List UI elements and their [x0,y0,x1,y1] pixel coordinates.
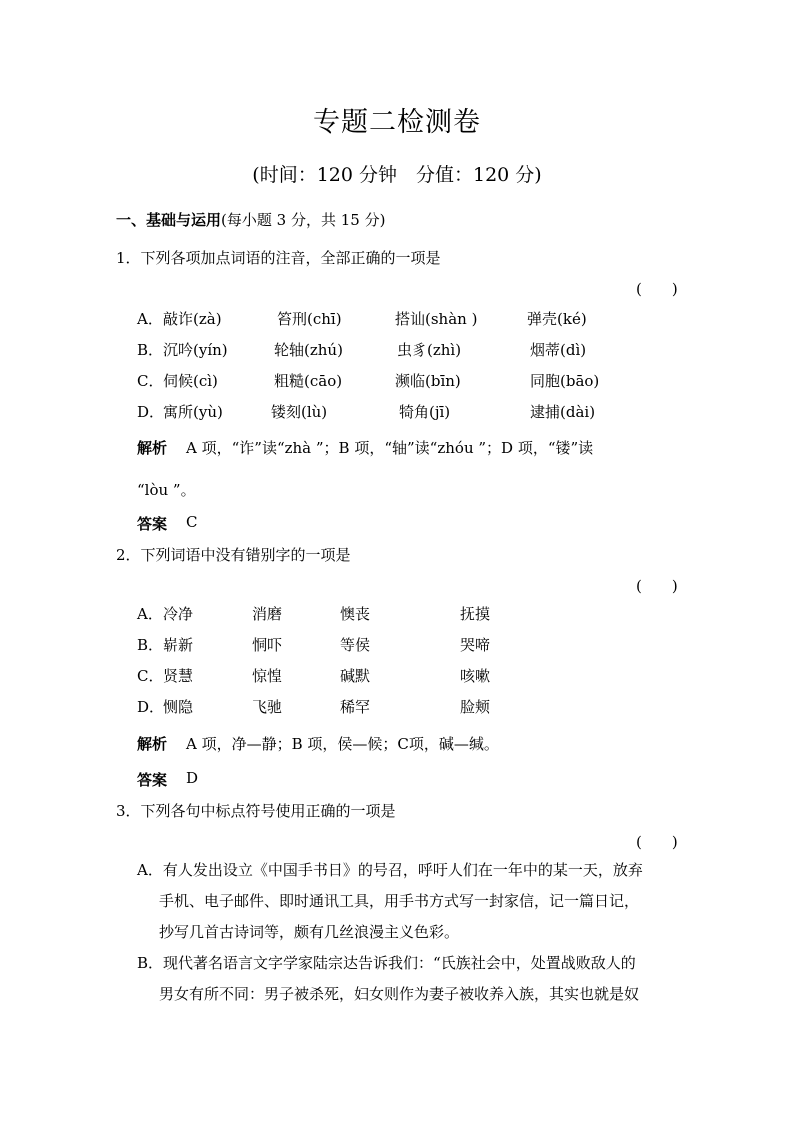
q2-option-a-item: 懊丧 [340,605,371,623]
q2-option-d-item: 脸颊 [460,698,491,716]
q1-option-a-item: 笞刑(chī) [277,310,342,328]
q1-analysis-text: A 项，“诈”读“zhà ”；B 项，“轴”读“zhóu ”；D 项，“镂”读 [186,439,594,457]
q2-answer-label: 答案 [137,771,168,789]
exam-info: (时间：120 分钟 分值：120 分) [252,164,542,186]
q2-option-c-item: 咳嗽 [460,667,491,685]
q2-option-b-item: 崭新 [163,636,194,654]
q1-option-d-item: 寓所(yù) [163,403,223,421]
q1-option-b-item: 轮轴(zhú) [274,341,343,359]
answer-blank-2: ( ) [636,577,678,595]
q2-analysis-text: A 项，净—静；B 项，侯—候；C项，碱—缄。 [186,735,499,753]
section-title: 一、基础与运用 [116,211,222,229]
q1-answer-label: 答案 [137,515,168,533]
q2-option-c-item: 惊惶 [252,667,283,685]
q1-option-b-item: 沉吟(yín) [163,341,228,359]
section-note: (每小题 3 分，共 15 分) [221,211,386,229]
q1-option-a-label: A． [137,310,163,328]
q1-option-c-item: 同胞(bāo) [530,372,600,390]
q2-option-d-label: D． [137,698,165,716]
q1-option-d-item: 犄角(jī) [399,403,451,421]
q1-option-a-item: 敲诈(zà) [163,310,222,328]
q2-option-a-item: 抚摸 [460,605,491,623]
q1-option-b-item: 虫豸(zhì) [397,341,462,359]
question-1-stem: 1．下列各项加点词语的注音，全部正确的一项是 [116,249,441,267]
q3-option-a-line: 抄写几首古诗词等，颇有几丝浪漫主义色彩。 [159,923,460,941]
q1-option-a-item: 搭讪(shàn ) [395,310,478,328]
q1-answer: C [186,513,198,531]
question-2-stem: 2．下列词语中没有错别字的一项是 [116,546,351,564]
q3-option-b-line: 男女有所不同：男子被杀死，妇女则作为妻子被收养入族，其实也就是奴 [159,985,640,1003]
q2-option-c-label: C． [137,667,164,685]
q2-option-a-label: A． [137,605,163,623]
q2-answer: D [186,769,199,787]
q1-option-d-item: 逮捕(dài) [530,403,596,421]
q1-option-d-item: 镂刻(lù) [271,403,328,421]
answer-blank-1: ( ) [636,280,678,298]
q2-option-d-item: 飞驰 [252,698,283,716]
q1-option-d-label: D． [137,403,165,421]
q1-option-b-item: 烟蒂(dì) [530,341,587,359]
q1-option-c-item: 濒临(bīn) [395,372,461,390]
q2-option-a-item: 冷净 [163,605,194,623]
question-3-stem: 3．下列各句中标点符号使用正确的一项是 [116,802,396,820]
q1-option-c-item: 伺候(cì) [163,372,218,390]
q1-option-c-item: 粗糙(cāo) [274,372,343,390]
answer-blank-3: ( ) [636,833,678,851]
q2-option-b-item: 等侯 [340,636,371,654]
q2-option-a-item: 消磨 [252,605,283,623]
page-title: 专题二检测卷 [313,107,481,138]
q2-option-d-item: 稀罕 [340,698,371,716]
q1-option-b-label: B． [137,341,164,359]
q2-option-b-label: B． [137,636,164,654]
q1-option-c-label: C． [137,372,164,390]
q1-analysis-text-cont: “lòu ”。 [137,481,196,499]
q2-analysis-label: 解析 [137,735,168,753]
q3-option-a-line: A．有人发出设立《中国手书日》的号召，呼吁人们在一年中的某一天，放弃 [137,861,643,879]
q2-option-c-item: 贤慧 [163,667,194,685]
q2-option-b-item: 恫吓 [252,636,283,654]
q3-option-a-line: 手机、电子邮件、即时通讯工具，用手书方式写一封家信，记一篇日记， [159,892,640,910]
q2-option-c-item: 碱默 [340,667,371,685]
q1-analysis-label: 解析 [137,439,168,457]
q2-option-b-item: 哭啼 [460,636,491,654]
q3-option-b-line: B．现代著名语言文字学家陆宗达告诉我们：“氏族社会中，处置战败敌人的 [137,954,636,972]
q2-option-d-item: 恻隐 [163,698,194,716]
q1-option-a-item: 弹壳(ké) [527,310,587,328]
section-heading [116,209,385,230]
